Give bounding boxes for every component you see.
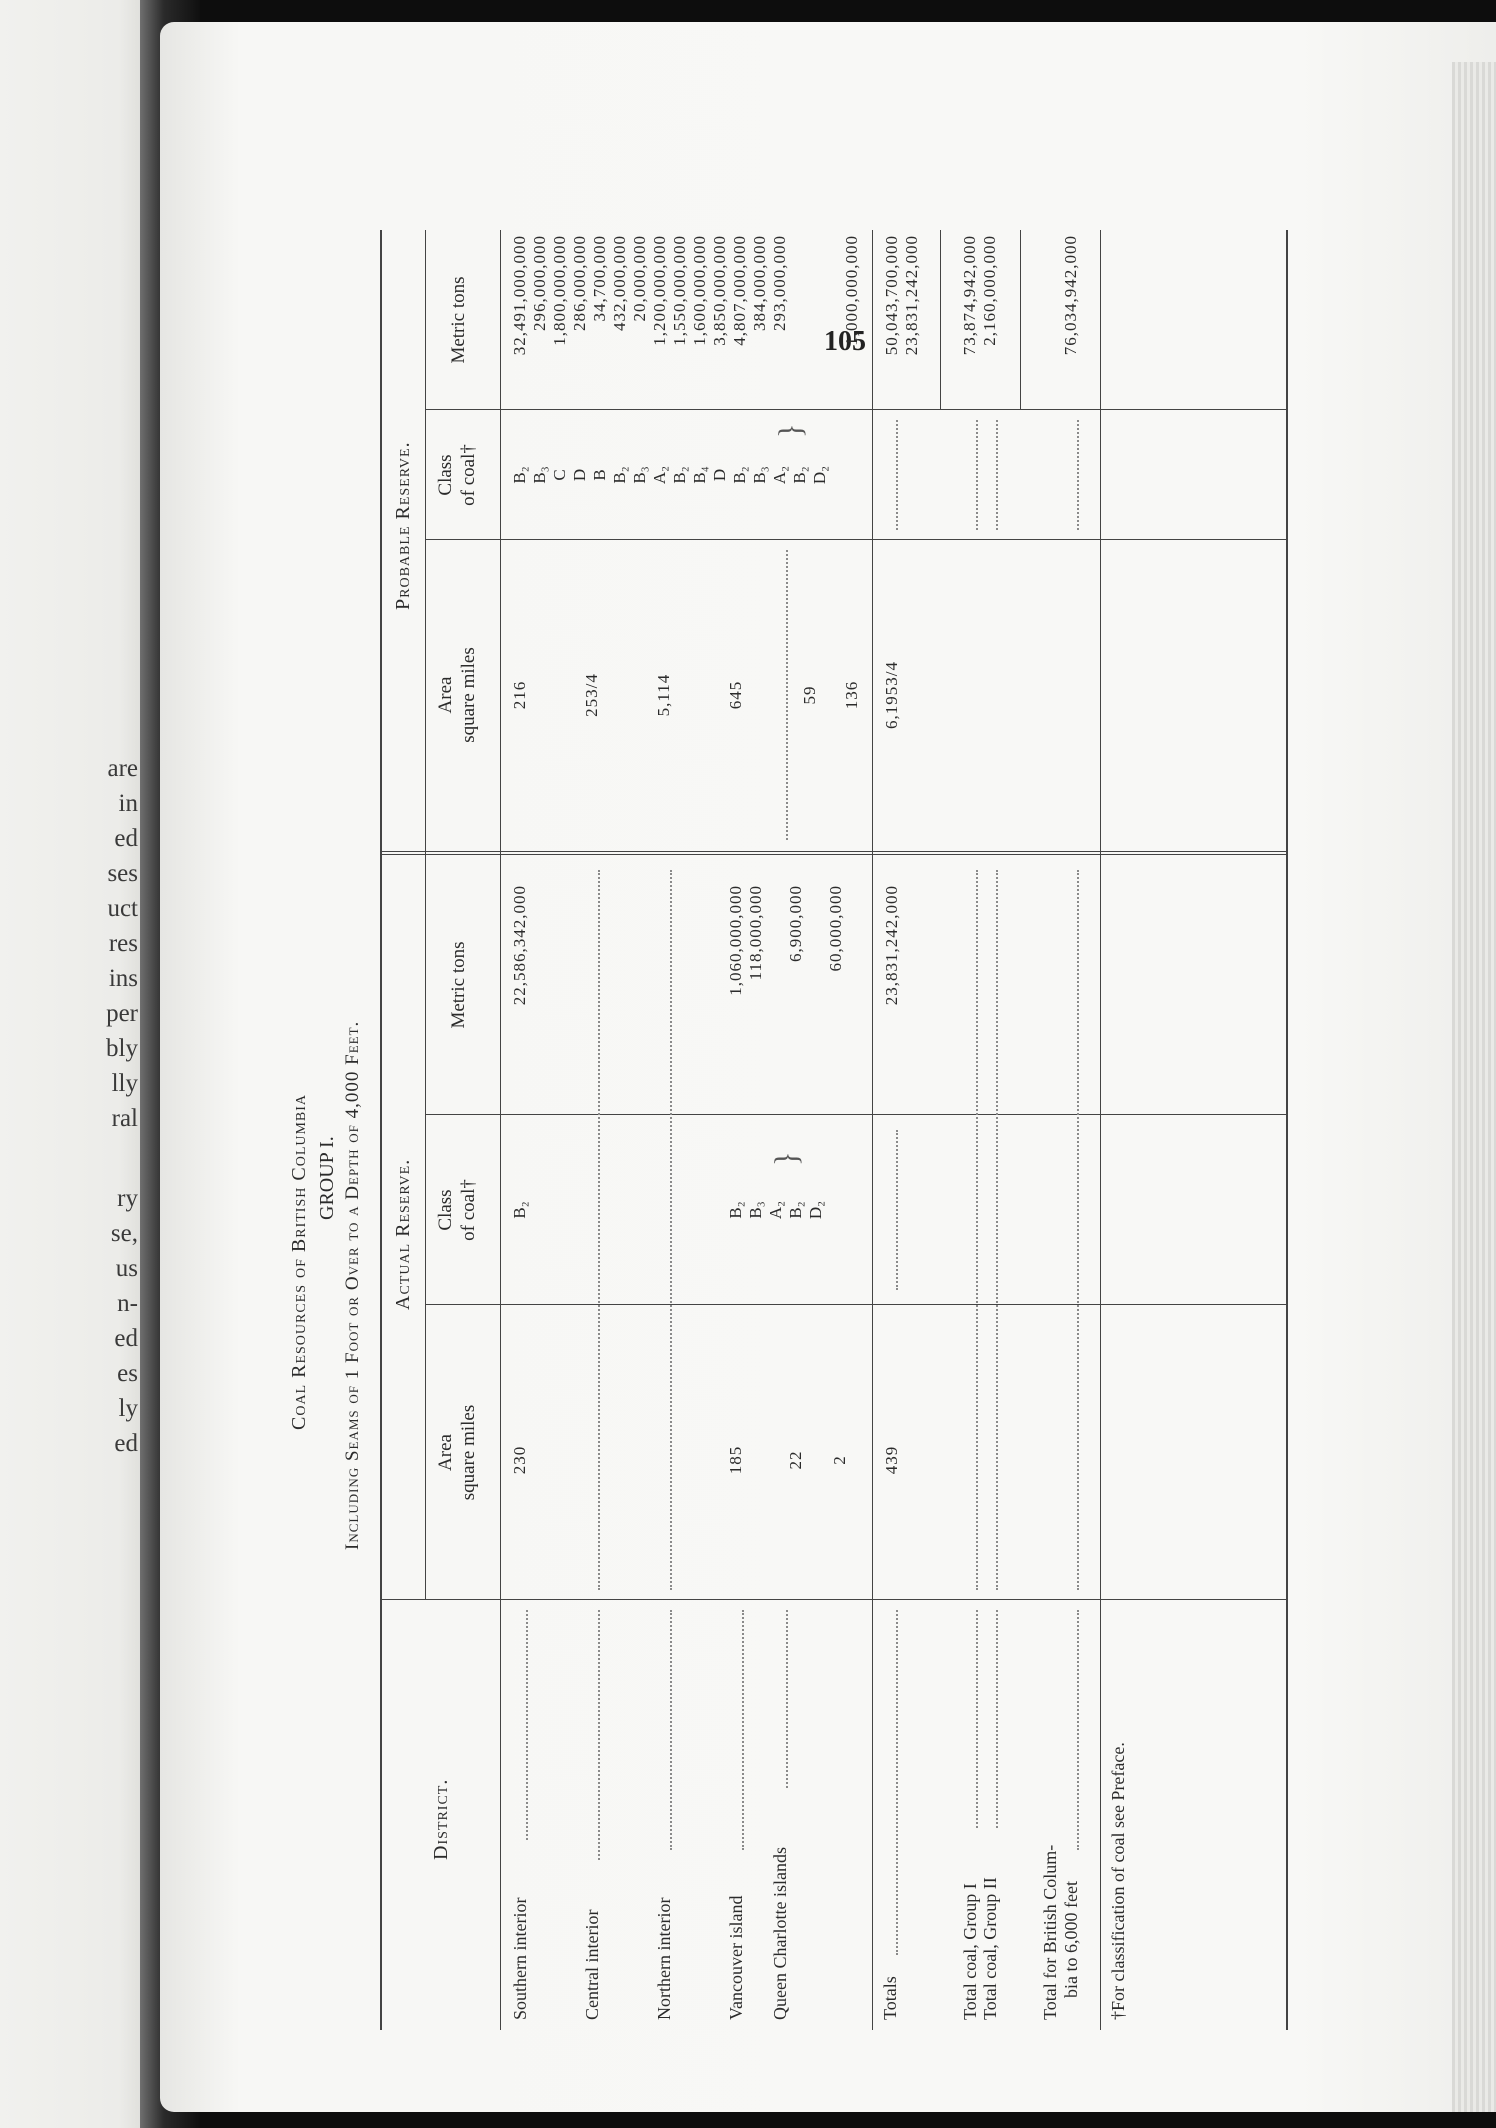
empty-row-dots — [1077, 870, 1079, 1590]
empty-cell-dots — [996, 420, 998, 530]
probable-tons: 432,000,000 — [610, 235, 629, 331]
left-page-text: ses — [107, 860, 138, 887]
actual-tons-vancouver: 1,060,000,000 — [726, 885, 745, 996]
sum-rule — [940, 230, 941, 410]
probable-tons: 286,000,000 — [570, 235, 589, 331]
totals-rule — [872, 230, 873, 2030]
empty-cell-dots — [896, 420, 898, 530]
empty-cell-dots — [896, 1130, 898, 1290]
empty-row-dots — [976, 870, 978, 1590]
empty-row-dots — [996, 870, 998, 1590]
left-page-text: per — [106, 1000, 138, 1027]
probable-class: B₂ — [730, 466, 749, 484]
empty-row-dots — [670, 870, 672, 1590]
district-northern: Northern interior — [654, 1897, 674, 2020]
actual-class-header — [435, 1115, 481, 1305]
leader-dots — [976, 1610, 978, 1828]
empty-cell-dots — [786, 550, 788, 840]
actual-class-vancouver: B₃ — [746, 1201, 765, 1219]
probable-class: B₂ — [510, 466, 529, 484]
group-2-total: 2,160,000,000 — [980, 235, 999, 346]
actual-area-header — [435, 1305, 481, 1600]
probable-area-total: 6,1953/4 — [882, 661, 901, 729]
probable-tons: 4,807,000,000 — [730, 235, 749, 346]
class-label: of coal† — [457, 1179, 479, 1241]
empty-row-dots — [598, 870, 600, 1590]
probable-tons: 293,000,000 — [770, 235, 789, 331]
reserve-divider — [380, 851, 1286, 855]
total-bc-label: Total for British Colum- — [1040, 1844, 1060, 2020]
probable-tons-header: Metric tons — [448, 276, 469, 364]
probable-class: B₃ — [630, 466, 649, 484]
leader-dots — [896, 1610, 898, 1955]
left-page-text: se, — [110, 1220, 138, 1247]
actual-area-southern: 230 — [510, 1445, 529, 1475]
district-totals: Totals — [880, 1976, 900, 2020]
table-subtitle: Including Seams of 1 Foot or Over to a Depth of 4,000 Feet. — [342, 1020, 363, 1550]
probable-class: D₂ — [810, 465, 829, 485]
probable-tons: 34,700,000 — [590, 235, 609, 322]
brace-icon: } — [772, 423, 809, 438]
probable-area-southern: 216 — [510, 680, 529, 710]
left-page-text: ed — [114, 825, 138, 852]
probable-class: B₂ — [790, 466, 809, 484]
class-label: of coal† — [457, 444, 479, 506]
probable-area-central: 253/4 — [582, 673, 601, 717]
actual-reserve-header: Actual Reserve. — [392, 1158, 414, 1310]
probable-area-header — [435, 540, 481, 850]
probable-area-queen: 59 — [800, 685, 819, 705]
left-facing-page — [0, 0, 148, 2128]
probable-area-vancouver: 645 — [726, 680, 745, 710]
area-unit-label: square miles — [457, 1404, 479, 1501]
probable-area-queen: 136 — [842, 680, 861, 710]
actual-area-vancouver: 185 — [726, 1445, 745, 1475]
actual-class-queen: B₂ — [786, 1201, 805, 1219]
grand-total: 76,034,942,000 — [1061, 235, 1080, 356]
left-page-text: es — [117, 1360, 138, 1387]
left-page-text: res — [108, 930, 138, 957]
empty-cell-dots — [976, 420, 978, 530]
probable-class: A₂ — [650, 465, 669, 485]
header-rule — [500, 230, 501, 2030]
total-group-1-label: Total coal, Group I — [960, 1883, 980, 2020]
district-header: District. — [430, 1778, 452, 1860]
top-rule — [380, 230, 382, 2030]
probable-class: D — [710, 468, 729, 482]
left-page-text: bly — [106, 1035, 138, 1062]
probable-tons-total: 23,831,242,000 — [902, 235, 921, 356]
probable-tons: 20,000,000 — [630, 235, 649, 322]
actual-area-queen: 2 — [830, 1455, 849, 1465]
area-label: Area — [435, 1434, 456, 1471]
left-page-text: n- — [117, 1290, 138, 1317]
probable-class: B₄ — [690, 466, 709, 484]
probable-class: B₂ — [670, 466, 689, 484]
district-queen-charlotte: Queen Charlotte islands — [770, 1847, 790, 2020]
actual-tons-total: 23,831,242,000 — [882, 885, 901, 1006]
left-page-text: ins — [108, 965, 138, 992]
actual-area-queen: 22 — [786, 1450, 805, 1470]
probable-tons: 384,000,000 — [750, 235, 769, 331]
probable-class: C — [550, 469, 569, 481]
probable-tons: 1,000,000,000 — [842, 235, 861, 346]
leader-dots — [598, 1610, 600, 1860]
actual-tons-vancouver: 118,000,000 — [746, 885, 765, 981]
class-label: Class — [435, 454, 456, 496]
total-bc-label: bia to 6,000 feet — [1061, 1881, 1081, 1998]
left-page-text: ed — [114, 1325, 138, 1352]
empty-cell-dots — [1077, 420, 1079, 530]
left-page-text: ly — [118, 1395, 138, 1422]
left-page-text: lly — [111, 1070, 138, 1097]
col-divider — [425, 539, 1286, 540]
leader-dots — [742, 1610, 744, 1850]
table-group: GROUP I. — [316, 1136, 338, 1220]
left-page-text: in — [118, 790, 138, 817]
total-group-2-label: Total coal, Group II — [980, 1877, 1000, 2020]
probable-class: A₂ — [770, 465, 789, 485]
actual-area-total: 439 — [882, 1445, 901, 1475]
probable-class: D — [570, 468, 589, 482]
brace-icon: } — [768, 1151, 805, 1166]
col-divider — [425, 409, 1286, 410]
actual-class-queen: A₂ — [766, 1200, 785, 1220]
group-1-total: 73,874,942,000 — [960, 235, 979, 356]
probable-tons: 1,800,000,000 — [550, 235, 569, 346]
probable-class: B₃ — [750, 466, 769, 484]
probable-tons: 32,491,000,000 — [510, 235, 529, 356]
group-header-rule — [425, 230, 426, 1600]
coal-resources-table — [280, 200, 1330, 2050]
left-page-text: uct — [107, 895, 138, 922]
left-page-text: are — [107, 755, 138, 782]
sum-rule — [1020, 230, 1021, 410]
probable-tons-total: 50,043,700,000 — [882, 235, 901, 356]
probable-tons: 1,600,000,000 — [690, 235, 709, 346]
leader-dots — [786, 1610, 788, 1788]
col-divider — [425, 1114, 1286, 1115]
col-divider — [425, 1304, 1286, 1305]
district-vancouver: Vancouver island — [726, 1895, 746, 2020]
actual-tons-southern: 22,586,342,000 — [510, 885, 529, 1006]
page-edge — [1452, 62, 1496, 2112]
probable-reserve-header: Probable Reserve. — [392, 441, 414, 610]
actual-tons-header: Metric tons — [448, 941, 469, 1029]
bottom-rule — [1286, 230, 1288, 2030]
left-page-text: ry — [117, 1185, 138, 1212]
page-number: 105 — [824, 326, 866, 357]
district-southern: Southern interior — [510, 1897, 530, 2020]
probable-class-header — [435, 410, 481, 540]
actual-class-southern: B₂ — [510, 1201, 529, 1219]
probable-tons: 296,000,000 — [530, 235, 549, 331]
probable-tons: 1,200,000,000 — [650, 235, 669, 346]
actual-class-vancouver: B₂ — [726, 1201, 745, 1219]
leader-dots — [526, 1610, 528, 1840]
actual-class-queen: D₂ — [806, 1200, 825, 1220]
left-page-text: ral — [111, 1105, 138, 1132]
probable-class: B — [590, 469, 609, 481]
district-divider — [380, 1599, 1286, 1600]
area-label: Area — [435, 676, 456, 714]
left-page-text: us — [115, 1255, 138, 1282]
class-label: Class — [435, 1189, 456, 1231]
probable-class: B₃ — [530, 466, 549, 484]
leader-dots — [1077, 1610, 1079, 1850]
footnote: †For classification of coal see Preface. — [1108, 1742, 1128, 2020]
probable-tons: 3,850,000,000 — [710, 235, 729, 346]
area-unit-label: square miles — [457, 647, 479, 743]
leader-dots — [670, 1610, 672, 1850]
total-rule — [1100, 230, 1101, 2030]
table-title: Coal Resources of British Columbia — [288, 1093, 310, 1430]
probable-class: B₂ — [610, 466, 629, 484]
actual-tons-queen: 60,000,000 — [826, 885, 845, 972]
leader-dots — [996, 1610, 998, 1828]
probable-area-northern: 5,114 — [654, 673, 673, 717]
actual-tons-queen: 6,900,000 — [786, 885, 805, 962]
probable-tons: 1,550,000,000 — [670, 235, 689, 346]
district-central: Central interior — [582, 1909, 602, 2020]
left-page-text: ed — [114, 1430, 138, 1457]
